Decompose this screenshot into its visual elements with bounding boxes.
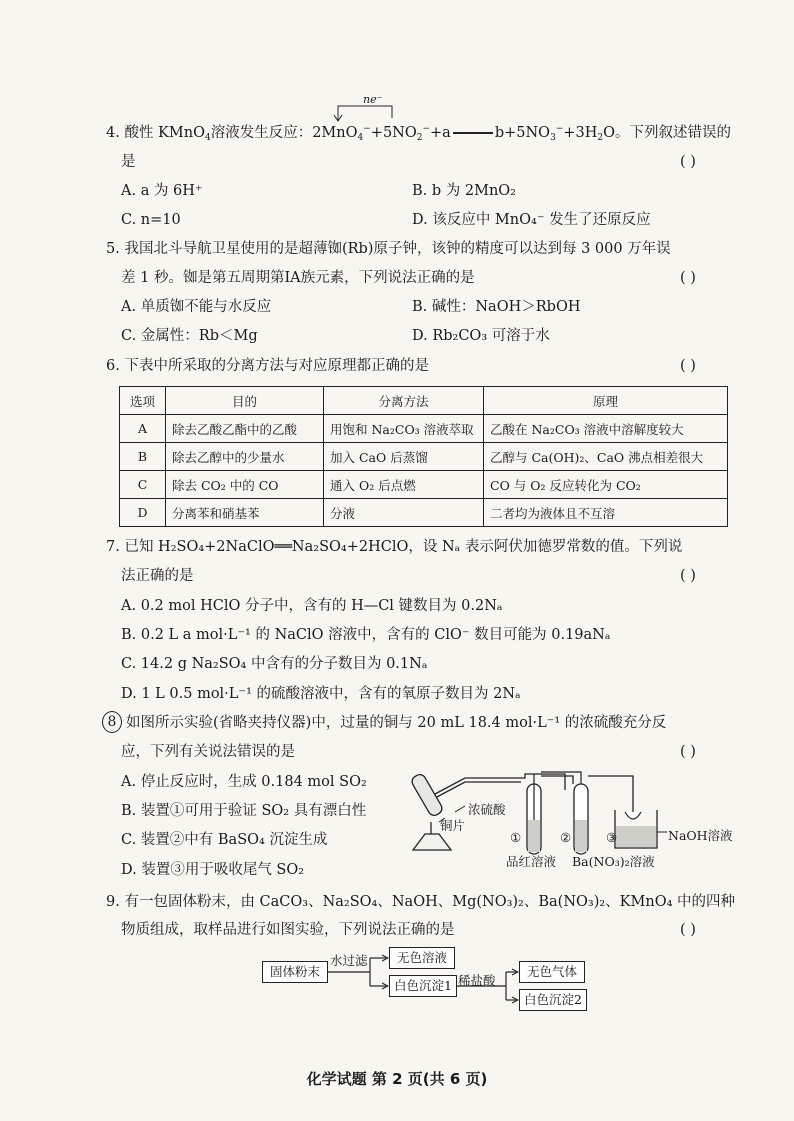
q5-option-b: B. 碱性：NaOH＞RbOH xyxy=(412,299,581,315)
q8-number-circle: 8 xyxy=(102,711,122,733)
q5-option-d: D. Rb₂CO₃ 可溶于水 xyxy=(412,328,550,344)
apparatus-2-label: ② xyxy=(560,830,572,845)
fuchsin-solution-label: 品红溶液 xyxy=(506,854,557,869)
q4-option-d: D. 该反应中 MnO₄⁻ 发生了还原反应 xyxy=(412,212,651,228)
q7-stem-line2: 法正确的是 xyxy=(121,568,194,584)
table-row xyxy=(120,415,728,443)
q8-stem-line2: 应，下列有关说法错误的是 xyxy=(121,744,295,760)
q8-stem: 如图所示实验(省略夹持仪器)中，过量的铜与 20 mL 18.4 mol·L⁻¹ 的浓硫酸充分反 xyxy=(126,715,667,731)
q5-option-a: A. 单质铷不能与水反应 xyxy=(121,299,272,315)
q6-stem: 6. 下表中所采取的分离方法与对应原理都正确的是 xyxy=(106,358,429,374)
q7-answer-blank[interactable]: ( ) xyxy=(680,568,696,584)
q7-stem: 7. 已知 H₂SO₄+2NaClO══Na₂SO₄+2HClO，设 Nₐ 表示阿伏加德罗常数的值。下列说 xyxy=(106,539,683,555)
q8-option-a: A. 停止反应时，生成 0.184 mol SO₂ xyxy=(121,774,367,790)
table-header: 选项 xyxy=(120,387,166,415)
q4-answer-blank[interactable]: ( ) xyxy=(680,154,696,170)
table-cell: 通入 O₂ 后点燃 xyxy=(324,471,484,499)
q8-answer-blank[interactable]: ( ) xyxy=(680,744,696,760)
table-cell: A xyxy=(120,415,166,443)
q7-option-a: A. 0.2 mol HClO 分子中，含有的 H—Cl 键数目为 0.2Nₐ xyxy=(121,598,503,614)
flow-white-precipitate-1: 白色沉淀1 xyxy=(389,975,457,997)
q4-stem: 4. 酸性 KMnO$_4$溶液发生反应：$2MnO_4^-+5NO_2^-+a$ $b+5NO_3^-+3H_2O$。下列叙述错误的 xyxy=(106,124,731,143)
table-header: 原理 xyxy=(484,387,728,415)
naoh-solution-label: NaOH溶液 xyxy=(668,828,733,843)
q7-option-d: D. 1 L 0.5 mol·L⁻¹ 的硫酸溶液中，含有的氧原子数目为 2Nₐ xyxy=(121,686,521,702)
q5-stem: 5. 我国北斗导航卫星使用的是超薄铷(Rb)原子钟，该钟的精度可以达到每 3 000 万年误 xyxy=(106,241,671,257)
table-cell: 分液 xyxy=(324,499,484,527)
table-row xyxy=(120,443,728,471)
q5-option-c: C. 金属性：Rb＜Mg xyxy=(121,328,258,344)
flow-white-precipitate-2: 白色沉淀2 xyxy=(519,989,587,1011)
q7-option-c: C. 14.2 g Na₂SO₄ 中含有的分子数目为 0.1Nₐ xyxy=(121,656,428,672)
table-row xyxy=(120,471,728,499)
table-cell: 除去乙醇中的少量水 xyxy=(166,443,324,471)
table-header: 分离方法 xyxy=(324,387,484,415)
table-cell: 乙醇与 Ca(OH)₂、CaO 沸点相差很大 xyxy=(484,443,728,471)
table-cell: 二者均为液体且不互溶 xyxy=(484,499,728,527)
table-cell: 除去乙酸乙酯中的乙酸 xyxy=(166,415,324,443)
q8-option-d: D. 装置③用于吸收尾气 SO₂ xyxy=(121,862,305,878)
flow-colorless-solution: 无色溶液 xyxy=(389,947,455,969)
table-cell: CO 与 O₂ 反应转化为 CO₂ xyxy=(484,471,728,499)
flow-step-water-filter: 水过滤 xyxy=(330,953,368,968)
table-cell: 分离苯和硝基苯 xyxy=(166,499,324,527)
electron-transfer-bracket xyxy=(330,100,410,124)
q4-option-a: A. a 为 6H⁺ xyxy=(121,183,203,199)
q4-option-c: C. n=10 xyxy=(121,212,181,228)
table-header: 目的 xyxy=(166,387,324,415)
table-cell: D xyxy=(120,499,166,527)
q6-table xyxy=(119,386,728,527)
q5-stem-line2: 差 1 秒。铷是第五周期第ⅠA族元素，下列说法正确的是 xyxy=(121,270,475,286)
q4-option-b: B. b 为 2MnO₂ xyxy=(412,183,516,199)
table-row xyxy=(120,499,728,527)
table-cell: C xyxy=(120,471,166,499)
q9-stem-line2: 物质组成，取样品进行如图实验，下列说法正确的是 xyxy=(121,922,455,938)
q6-answer-blank[interactable]: ( ) xyxy=(680,358,696,374)
table-cell: 加入 CaO 后蒸馏 xyxy=(324,443,484,471)
page-footer: 化学试题 第 2 页(共 6 页) xyxy=(306,1070,488,1088)
flow-step-dilute-hcl: 稀盐酸 xyxy=(458,973,496,988)
table-cell: 用饱和 Na₂CO₃ 溶液萃取 xyxy=(324,415,484,443)
q8-option-b: B. 装置①可用于验证 SO₂ 具有漂白性 xyxy=(121,803,367,819)
flow-solid-powder: 固体粉末 xyxy=(262,961,328,983)
apparatus-3-label: ③ xyxy=(606,830,618,845)
barium-nitrate-solution-label: Ba(NO₃)₂溶液 xyxy=(572,854,655,869)
q8-option-c: C. 装置②中有 BaSO₄ 沉淀生成 xyxy=(121,832,328,848)
apparatus-1-label: ① xyxy=(510,830,522,845)
q4-stem-line2: 是 xyxy=(121,154,136,170)
q7-option-b: B. 0.2 L a mol·L⁻¹ 的 NaClO 溶液中，含有的 ClO⁻ 数目可能为 0.19aNₐ xyxy=(121,627,611,643)
q9-stem: 9. 有一包固体粉末，由 CaCO₃、Na₂SO₄、NaOH、Mg(NO₃)₂、Ba(NO₃)₂、KMnO₄ 中的四种 xyxy=(106,894,736,910)
flow-colorless-gas: 无色气体 xyxy=(519,961,585,983)
q4-annotation: ne⁻ xyxy=(363,93,383,106)
conc-sulfuric-acid-label: 浓硫酸 xyxy=(468,802,506,817)
copper-label: 铜片 xyxy=(440,818,466,833)
table-header-row xyxy=(120,387,728,415)
q5-answer-blank[interactable]: ( ) xyxy=(680,270,696,286)
table-cell: 除去 CO₂ 中的 CO xyxy=(166,471,324,499)
q9-answer-blank[interactable]: ( ) xyxy=(680,922,696,938)
table-cell: 乙酸在 Na₂CO₃ 溶液中溶解度较大 xyxy=(484,415,728,443)
table-cell: B xyxy=(120,443,166,471)
